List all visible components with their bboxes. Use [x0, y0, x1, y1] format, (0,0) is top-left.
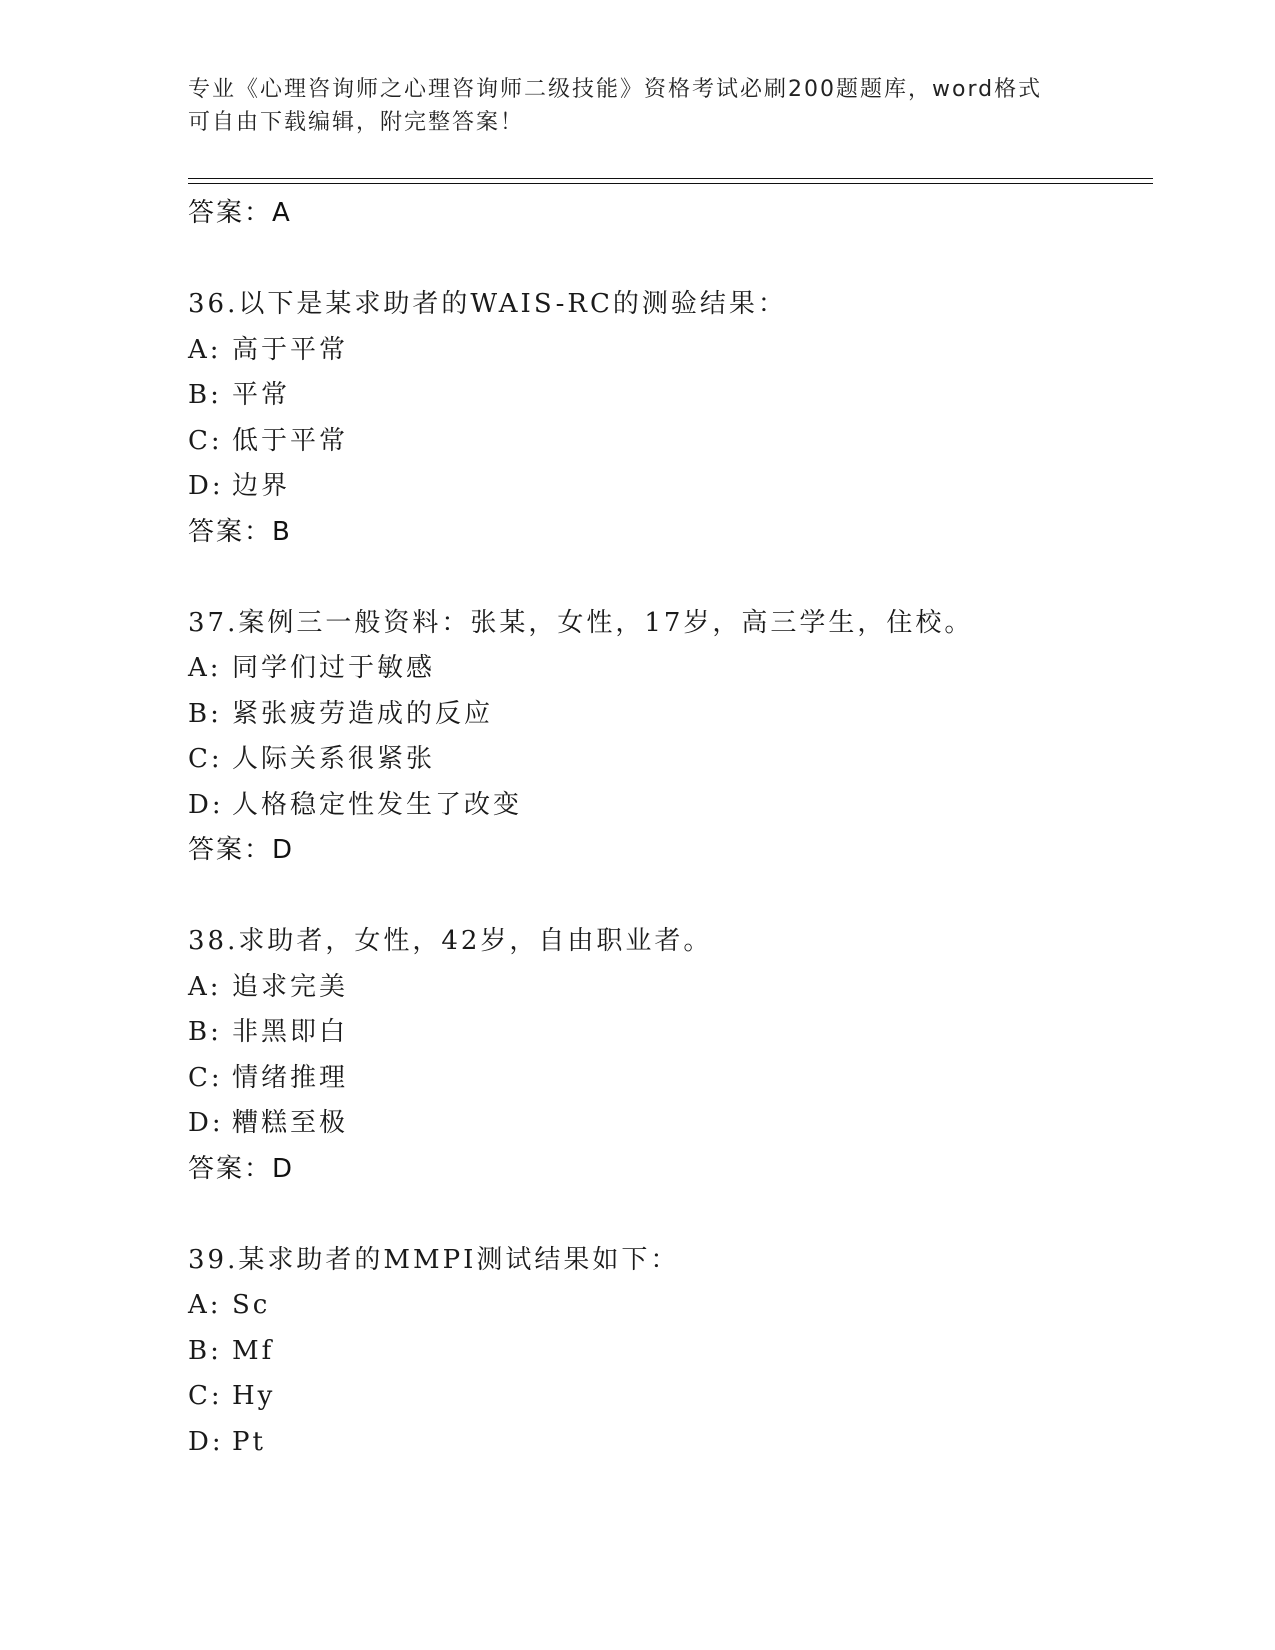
option-text: Pt	[232, 1426, 266, 1457]
option-d	[188, 1101, 1138, 1147]
option-d	[188, 783, 1138, 829]
option-text: 非黑即白	[232, 1017, 349, 1047]
option-label: A:	[188, 653, 222, 683]
header-divider-bottom	[188, 183, 1153, 184]
option-label: B:	[188, 1335, 222, 1366]
question-text: 36.以下是某求助者的WAIS-RC的测验结果：	[188, 289, 787, 319]
option-text: 边界	[232, 471, 291, 501]
option-label: C:	[188, 425, 223, 456]
option-text: 情绪推理	[232, 1062, 349, 1093]
option-label: C:	[188, 1381, 223, 1411]
option-text: 平常	[232, 380, 291, 410]
option-text: Hy	[232, 1381, 276, 1411]
header-divider-top	[188, 178, 1153, 179]
option-c	[188, 1056, 1138, 1102]
option-b	[188, 1329, 1138, 1375]
option-label: B:	[188, 698, 222, 729]
option-text: 高于平常	[232, 334, 349, 365]
option-b	[188, 373, 1138, 419]
option-b	[188, 692, 1138, 738]
answer-line: 答案：B	[188, 516, 292, 547]
option-label: A:	[188, 1290, 222, 1320]
question-block-37	[188, 601, 1138, 874]
option-a	[188, 1283, 1138, 1329]
option-text: 同学们过于敏感	[232, 653, 436, 683]
option-label: D:	[188, 789, 224, 820]
question-block-38	[188, 919, 1138, 1192]
option-a	[188, 965, 1138, 1011]
option-text: 追求完美	[232, 971, 349, 1002]
option-text: 低于平常	[232, 425, 349, 456]
option-label: A:	[188, 971, 222, 1002]
option-c	[188, 737, 1138, 783]
answer-line: 答案：A	[188, 198, 292, 228]
option-b	[188, 1010, 1138, 1056]
option-label: C:	[188, 744, 223, 774]
question-text: 37.案例三一般资料：张某，女性，17岁，高三学生，住校。	[188, 607, 974, 638]
option-text: 人格稳定性发生了改变	[232, 789, 523, 820]
question-text: 39.某求助者的MMPI测试结果如下：	[188, 1244, 680, 1275]
option-label: D:	[188, 471, 224, 501]
option-text: 人际关系很紧张	[232, 744, 436, 774]
option-text: Mf	[232, 1335, 275, 1366]
option-text: 糟糕至极	[232, 1108, 349, 1138]
option-c	[188, 1374, 1138, 1420]
option-label: A:	[188, 334, 222, 365]
option-d	[188, 1420, 1138, 1466]
option-text: 紧张疲劳造成的反应	[232, 698, 494, 729]
question-block-39	[188, 1238, 1138, 1466]
header-line-2: 可自由下载编辑，附完整答案！	[188, 110, 525, 135]
option-label: D:	[188, 1426, 224, 1457]
option-c	[188, 419, 1138, 465]
question-list	[188, 191, 1138, 1465]
question-text: 38.求助者，女性，42岁，自由职业者。	[188, 926, 713, 956]
option-label: B:	[188, 380, 222, 410]
option-a	[188, 328, 1138, 374]
option-label: D:	[188, 1108, 224, 1138]
option-text: Sc	[232, 1290, 271, 1320]
option-label: C:	[188, 1062, 223, 1093]
question-block-36	[188, 282, 1138, 555]
header-line-1: 专业《心理咨询师之心理咨询师二级技能》资格考试必刷200题题库，word格式	[188, 77, 1043, 102]
document-header	[188, 73, 1088, 139]
option-a	[188, 646, 1138, 692]
option-d	[188, 464, 1138, 510]
option-label: B:	[188, 1017, 222, 1047]
answer-line: 答案：D	[188, 835, 295, 865]
answer-line: 答案：D	[188, 1153, 295, 1184]
